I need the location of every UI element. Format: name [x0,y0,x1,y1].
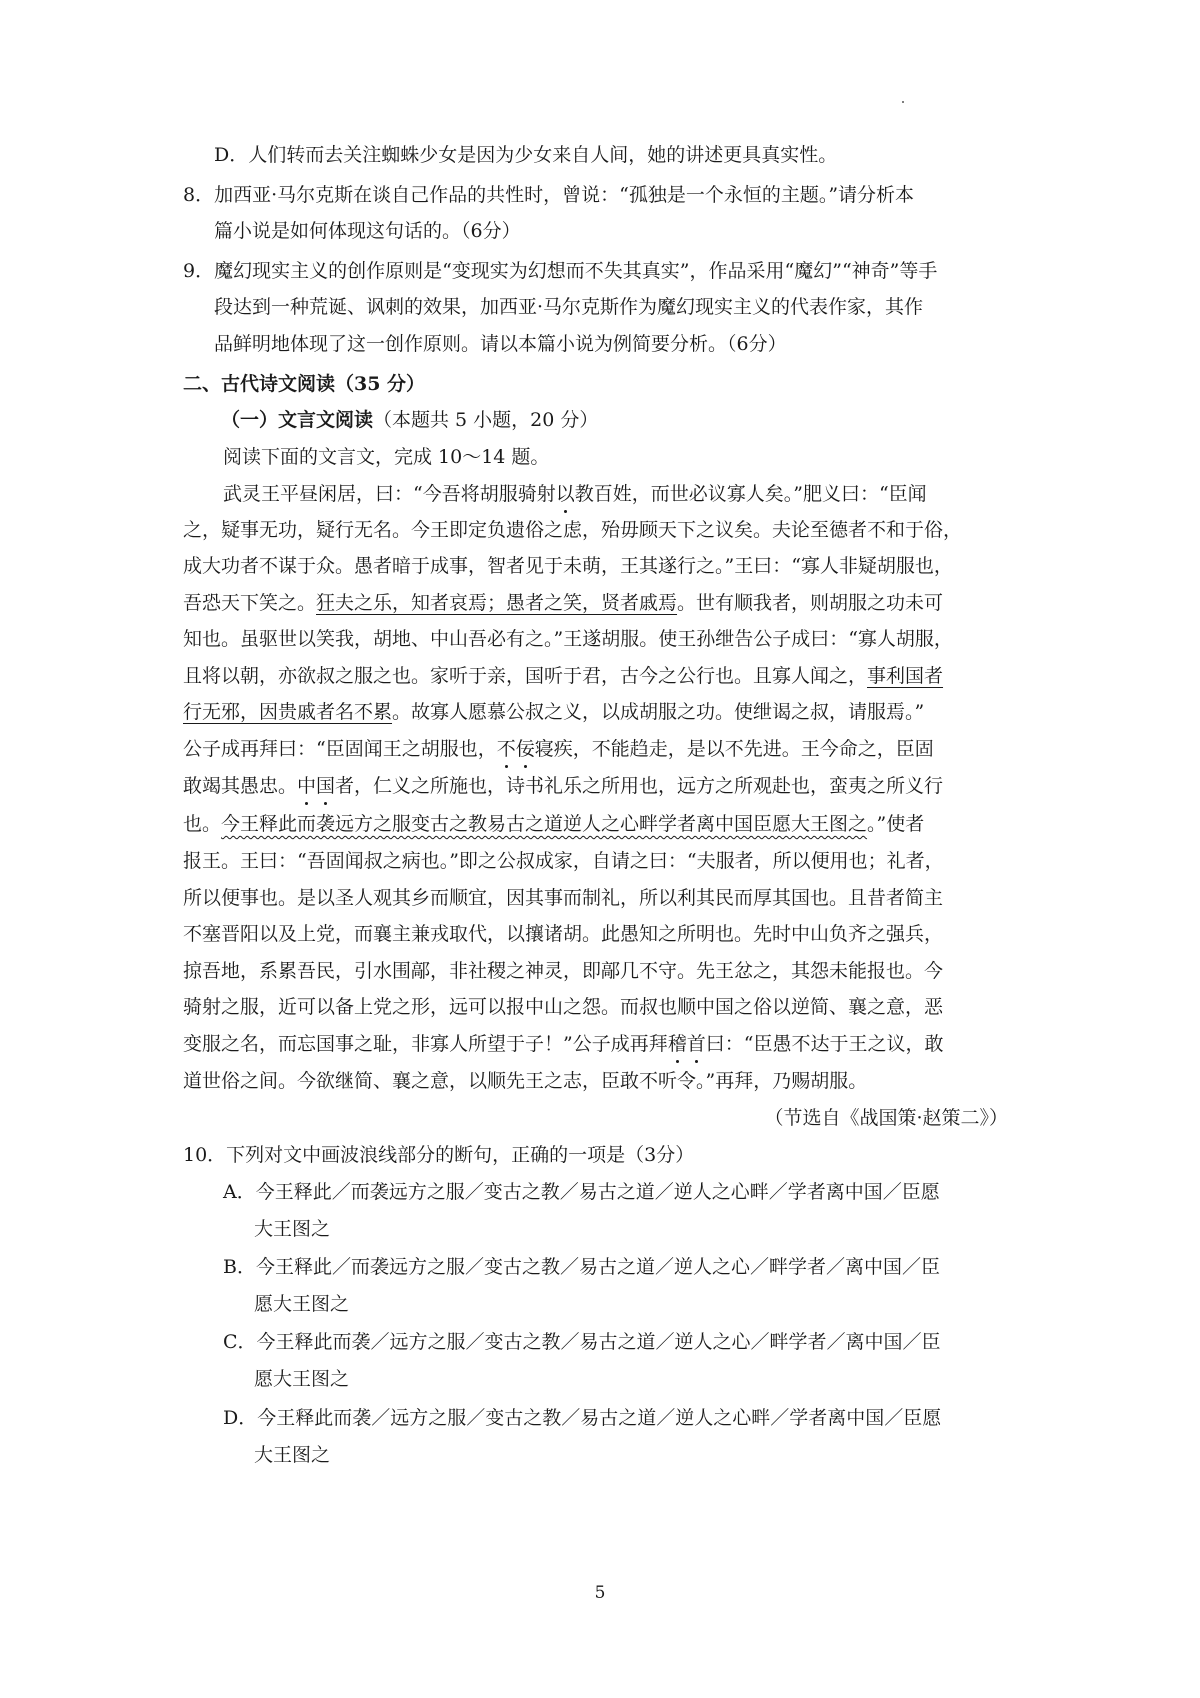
emphasis-char: 佞 [515,738,535,760]
passage-line [183,1035,943,1054]
subsection-note: （本题共 5 小题，20 分） [373,409,599,431]
passage-line: 知也。虽驱世以笑我，胡地、中山吾必有之。”王遂胡服。使王孙绁告公子成曰：“寡人胡服， [183,628,953,650]
passage-line [223,485,1035,504]
q10-option-a-cont: 大王图之 [254,1218,331,1240]
q10-stem: 10．下列对文中画波浪线部分的断句，正确的一项是（3分） [183,1144,695,1166]
subsection-heading [221,411,598,430]
q10-option-a[interactable]: A．今王释此／而袭远方之服／变古之教／易古之道／逆人之心畔／学者离中国／臣愿 [223,1181,940,1203]
section-heading: 二、古代诗文阅读（35 分） [183,373,426,395]
passage-text: 且将以朝，亦欲叔之服之也。家听于亲，国听于君，古今之公行也。且寡人闻之， [183,665,868,687]
passage-text: 。”使者 [867,813,925,835]
q10-option-d-cont: 大王图之 [254,1444,331,1466]
emphasis-char: 首 [686,1033,706,1055]
q8-line-1: 8．加西亚·马尔克斯在谈自己作品的共性时，曾说：“孤独是一个永恒的主题。”请分析本 [183,184,915,206]
passage-line [183,777,943,796]
underlined-sentence: 行无邪，因贵戚者名不累 [183,701,393,723]
passage-text: 。世有顺我者，则胡服之功未可 [677,592,944,614]
passage-text: 曰：“臣愚不达于王之议，敢 [705,1033,944,1055]
passage-text: 变服之名，而忘国事之耻，非寡人所望于子！”公子成再拜 [183,1033,668,1055]
passage-line: 道世俗之间。今欲继简、襄之意，以顺先王之志，臣敢不听令。”再拜，乃赐胡服。 [183,1070,868,1092]
page-number: 5 [594,1583,606,1603]
passage-line: 成大功者不谋于众。愚者暗于成事，智者见于未萌，王其遂行之。”王曰：“寡人非疑胡服也， [183,555,953,577]
q10-option-d[interactable]: D．今王释此而袭／远方之服／变古之教／易古之道／逆人之心畔／学者离中国／臣愿 [223,1407,942,1429]
passage-text: 寝疾，不能趋走，是以不先进。王今命之，臣固 [534,738,934,760]
emphasis-char: 以 [555,483,575,505]
passage-text: 武灵王平昼闲居，曰：“今吾将胡服骑射 [223,483,556,505]
passage-text: 敢竭其愚忠。 [183,775,298,797]
passage-line: 骑射之服，近可以备上党之形，远可以报中山之怨。而叔也顺中国之俗以逆简、襄之意，恶 [183,996,944,1018]
passage-line [183,594,943,613]
scan-speck [902,101,904,103]
q10-option-b-cont: 愿大王图之 [254,1293,350,1315]
passage-text: 公子成再拜曰：“臣固闻王之胡服也， [183,738,497,760]
passage-line: 所以便事也。是以圣人观其乡而顺宜，因其事而制礼，所以利其民而厚其国也。且昔者简主 [183,887,944,909]
passage-line: 之，疑事无功，疑行无名。今王即定负遗俗之虑，殆毋顾天下之议矣。夫论至德者不和于俗， [183,519,963,541]
q8-line-2: 篇小说是如何体现这句话的。（6分） [214,220,521,242]
passage-line [183,815,924,834]
passage-line [183,740,934,759]
passage-line [183,667,943,686]
q7-option-d: D．人们转而去关注蜘蛛少女是因为少女来自人间，她的讲述更具真实性。 [214,144,838,166]
passage-text: 。故寡人愿慕公叔之义，以成胡服之功。使绁谒之叔，请服焉。” [392,701,925,723]
emphasis-char: 稽 [667,1033,687,1055]
passage-text: 者，仁义之所施也，诗书礼乐之所用也，远方之所观赴也，蛮夷之所义行 [335,775,944,797]
underlined-sentence: 事利国者 [867,665,944,687]
passage-line: 掠吾地，系累吾民，引水围鄗，非社稷之神灵，即鄗几不守。先王忿之，其怨未能报也。今 [183,960,944,982]
passage-text: 教百姓，而世必议寡人矣。”肥义曰：“臣闻 [574,483,927,505]
passage-text: 吾恐天下笑之。 [183,592,317,614]
passage-line: 不塞晋阳以及上党，而襄主兼戎取代，以攘诸胡。此愚知之所明也。先时中山负齐之强兵， [183,923,944,945]
passage-line: 报王。王曰：“吾固闻叔之病也。”即之公叔成家，自请之曰：“夫服者，所以便用也；礼者， [183,850,944,872]
passage-source: （节选自《战国策·赵策二》） [764,1107,1008,1129]
passage-line [183,703,924,722]
emphasis-char: 不 [496,738,516,760]
emphasis-char: 中 [297,775,317,797]
q10-option-c-cont: 愿大王图之 [254,1368,350,1390]
reading-instruction: 阅读下面的文言文，完成 10～14 题。 [223,446,550,468]
q9-line-1: 9．魔幻现实主义的创作原则是“变现实为幻想而不失其真实”，作品采用“魔幻”“神奇”等手 [183,260,938,282]
q10-option-c[interactable]: C．今王释此而袭／远方之服／变古之教／易古之道／逆人之心／畔学者／离中国／臣 [223,1331,941,1353]
subsection-title: （一）文言文阅读 [221,409,374,431]
q9-line-3: 品鲜明地体现了这一创作原则。请以本篇小说为例简要分析。（6分） [214,333,787,355]
q9-line-2: 段达到一种荒诞、讽刺的效果，加西亚·马尔克斯作为魔幻现实主义的代表作家，其作 [214,296,924,318]
passage-text: 也。 [183,813,222,835]
wavy-underlined-sentence: 今王释此而袭远方之服变古之教易古之道逆人之心畔学者离中国臣愿大王图之 [221,813,868,835]
underlined-sentence: 狂夫之乐，知者哀焉；愚者之笑，贤者戚焉 [316,592,678,614]
q10-option-b[interactable]: B．今王释此／而袭远方之服／变古之教／易古之道／逆人之心／畔学者／离中国／臣 [223,1256,940,1278]
emphasis-char: 国 [316,775,336,797]
